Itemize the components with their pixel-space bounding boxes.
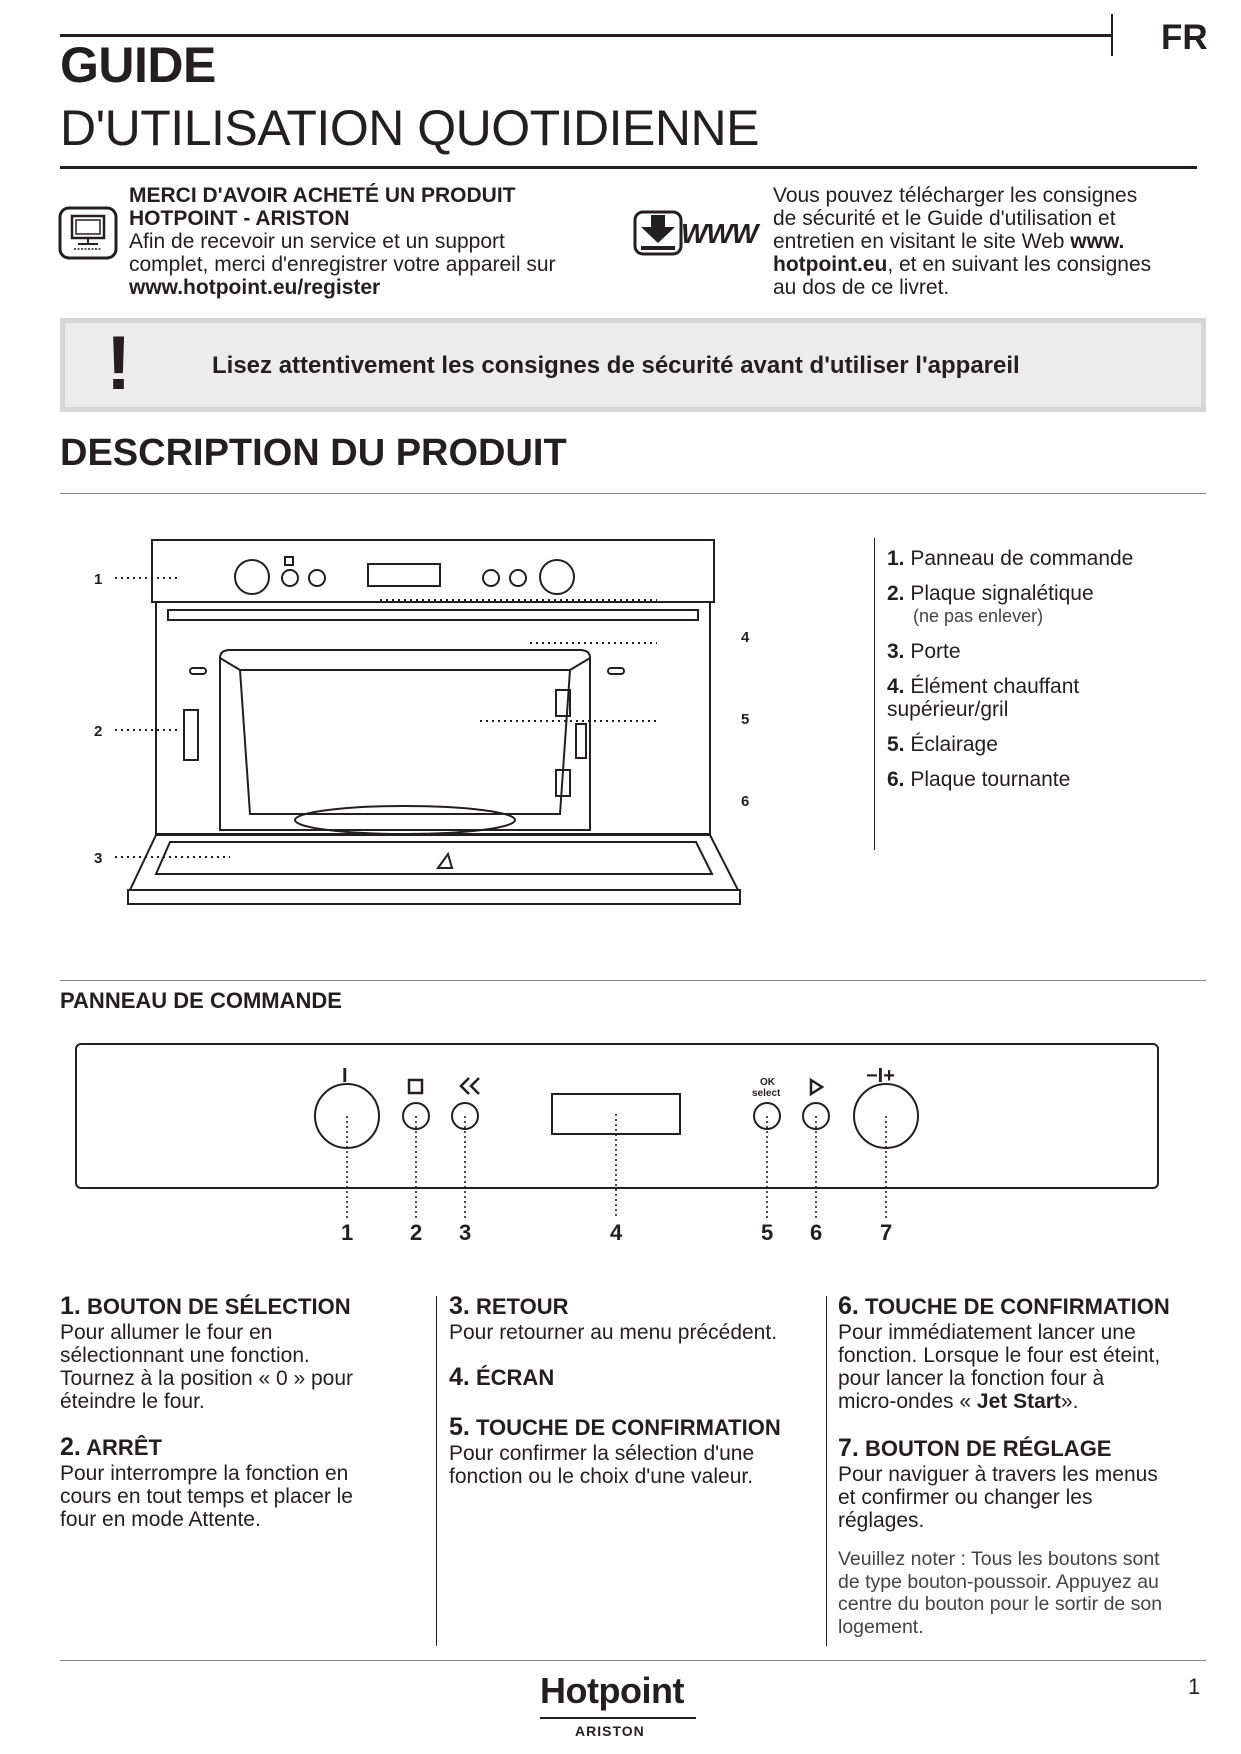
brand-logo-sub: ARISTON (575, 1723, 645, 1739)
callout-3: 3 (94, 850, 103, 867)
panel-number-5: 5 (761, 1220, 774, 1245)
panel-number-1: 1 (341, 1220, 354, 1245)
section-5: 5. TOUCHE DE CONFIRMATION Pour confirmer la sélection d'une fonction ou le choix d'une valeur. (449, 1413, 781, 1488)
page-number: 1 (1188, 1674, 1201, 1699)
legend-item-6: 6. Plaque tournante (887, 768, 1071, 791)
column-divider-2 (826, 1296, 827, 1646)
language-code: FR (1161, 18, 1208, 57)
safety-alert-text: Lisez attentivement les consignes de sécurité avant d'utiliser l'appareil (212, 352, 1020, 379)
push-button-note: Veuillez noter : Tous les boutons sont de type bouton-poussoir. Appuyez au centre du bouton pour le sortir de son logement. (838, 1548, 1163, 1638)
column-divider-1 (436, 1296, 437, 1646)
section-7: 7. BOUTON DE RÉGLAGE Pour naviguer à travers les menus et confirmer ou changer les réglages. (838, 1434, 1158, 1532)
panel-number-4: 4 (610, 1220, 623, 1245)
brand-logo: Hotpoint (540, 1670, 684, 1711)
panel-number-2: 2 (410, 1220, 423, 1245)
header-rule (60, 34, 1112, 37)
section-6: 6. TOUCHE DE CONFIRMATION Pour immédiatement lancer une fonction. Lorsque le four est éteint, pour lancer la fonction four à micro-ondes « Jet Start». (838, 1292, 1170, 1413)
legend-item-5: 5. Éclairage (887, 733, 998, 756)
legend-item-2-note: (ne pas enlever) (913, 606, 1044, 626)
callout-6: 6 (741, 793, 750, 810)
callout-5: 5 (741, 711, 750, 728)
description-heading: DESCRIPTION DU PRODUIT (60, 432, 567, 474)
page-subtitle: D'UTILISATION QUOTIDIENNE (60, 100, 759, 156)
callout-4: 4 (741, 629, 750, 646)
intro-right (773, 184, 1213, 299)
power-mark: I (342, 1065, 348, 1087)
header-bottom-rule (60, 166, 1197, 169)
intro-left (129, 184, 649, 299)
register-link[interactable]: www.hotpoint.eu/register (129, 276, 381, 299)
footer-rule (60, 1660, 1206, 1661)
panel-heading: PANNEAU DE COMMANDE (60, 988, 342, 1013)
panel-number-3: 3 (459, 1220, 472, 1245)
intro-line-1: Afin de recevoir un service et un support (129, 230, 505, 253)
page-title: GUIDE (60, 37, 216, 93)
oven-diagram (60, 530, 760, 960)
legend-item-1: 1. Panneau de commande (887, 547, 1134, 570)
intro-heading-2: HOTPOINT - ARISTON (129, 207, 350, 230)
header-tick (1111, 14, 1113, 56)
callout-2: 2 (94, 723, 103, 740)
adjust-mark: −I+ (866, 1065, 895, 1087)
ok-label: OK (760, 1077, 775, 1088)
legend-divider (874, 538, 875, 850)
website-link-1[interactable]: www. (1070, 230, 1125, 253)
exclamation-icon: ! (106, 321, 132, 406)
panel-rule (60, 980, 1206, 981)
intro-right-line-3: entretien en visitant le site Web (773, 230, 1071, 253)
intro-line-2: complet, merci d'enregistrer votre appareil sur (129, 253, 556, 276)
brand-logo-underline (540, 1717, 696, 1719)
section-4: 4. ÉCRAN (449, 1363, 555, 1391)
legend-item-3: 3. Porte (887, 640, 961, 663)
section-3: 3. RETOUR Pour retourner au menu précédent. (449, 1292, 778, 1344)
www-icon-text: WWW (681, 218, 758, 249)
computer-icon (58, 206, 118, 260)
panel-number-6: 6 (810, 1220, 823, 1245)
legend-item-2: 2. Plaque signalétique (887, 582, 1094, 605)
intro-right-line-4: , et en suivant les consignes (887, 253, 1152, 276)
website-link-2[interactable]: hotpoint.eu (773, 253, 888, 276)
callout-1: 1 (94, 571, 103, 588)
panel-number-7: 7 (880, 1220, 893, 1245)
section-2: 2. ARRÊT Pour interrompre la fonction en cours en tout temps et placer le four en mode Attente. (60, 1433, 353, 1531)
legend-item-4: 4. Élément chauffant supérieur/gril (887, 675, 1080, 721)
select-label: select (752, 1088, 781, 1099)
intro-right-line-5: au dos de ce livret. (773, 276, 950, 299)
intro-right-line-2: de sécurité et le Guide d'utilisation et (773, 207, 1116, 230)
intro-right-line-1: Vous pouvez télécharger les consignes (773, 184, 1138, 207)
intro-heading-1: MERCI D'AVOIR ACHETÉ UN PRODUIT (129, 184, 516, 207)
description-rule (60, 493, 1206, 494)
control-panel-diagram (60, 1030, 1206, 1245)
section-1: 1. BOUTON DE SÉLECTION Pour allumer le four en sélectionnant une fonction. Tournez à la position « 0 » pour éteindre le four. (60, 1292, 354, 1413)
